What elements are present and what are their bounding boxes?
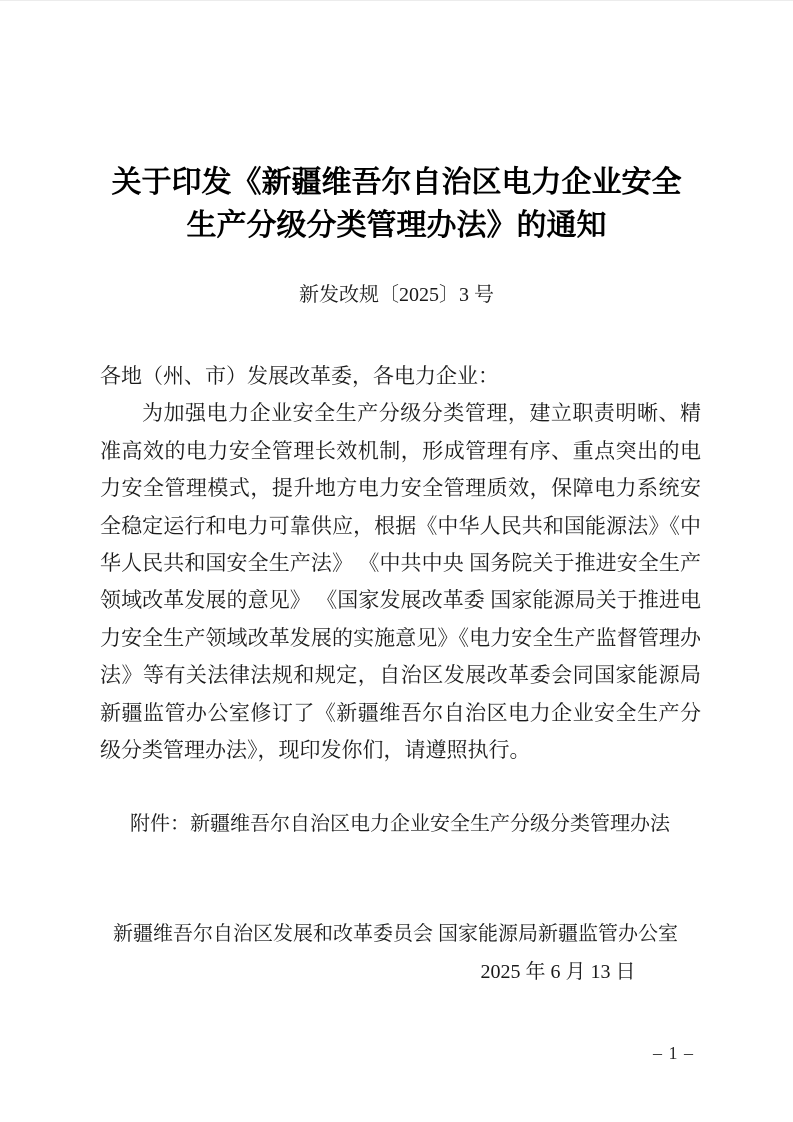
signature-orgs-row bbox=[113, 920, 678, 948]
page-number: – 1 – bbox=[653, 1043, 694, 1063]
signature-date-row bbox=[113, 958, 678, 986]
document-title-line-1: 关于印发《新疆维吾尔自治区电力企业安全 bbox=[111, 166, 682, 199]
document-title-line-2: 生产分级分类管理办法》的通知 bbox=[186, 209, 607, 242]
doc-number: 新发改规〔2025〕3 号 bbox=[299, 284, 494, 306]
signature-org-right: 国家能源局新疆监管办公室 bbox=[438, 923, 678, 945]
signature-date: 2025 年 6 月 13 日 bbox=[480, 961, 636, 983]
signature-org-left: 新疆维吾尔自治区发展和改革委员会 bbox=[113, 923, 433, 945]
body-paragraph: 为加强电力企业安全生产分级分类管理，建立职责明晰、精准高效的电力安全管理长效机制，形成管理有序、重点突出的电力安全管理模式，提升地方电力安全管理质效，保障电力系统安全稳定运行和电力可靠供应，根据《中华人民共和国能源法》《中华人民共和国安全生产法》 《中共中央 国务院关于推进安全生产领域改革发展的意见》 《国家发展改革委 国家能源局关于推进电力安全生产领域改革发展的实施意见》《电力安全生产监督管理办法》等有关法律法规和规定，自治区发展改革委会同国家能源局新疆监管办公室修订了《新疆维吾尔自治区电力企业安全生产分级分类管理办法》，现印发你们，请遵照执行。 bbox=[100, 401, 701, 763]
document-body bbox=[100, 358, 701, 769]
attachment-line: 附件：新疆维吾尔自治区电力企业安全生产分级分类管理办法 bbox=[130, 813, 670, 835]
salutation-line: 各地（州、市）发展改革委，各电力企业： bbox=[100, 364, 499, 388]
document-title bbox=[0, 161, 793, 247]
